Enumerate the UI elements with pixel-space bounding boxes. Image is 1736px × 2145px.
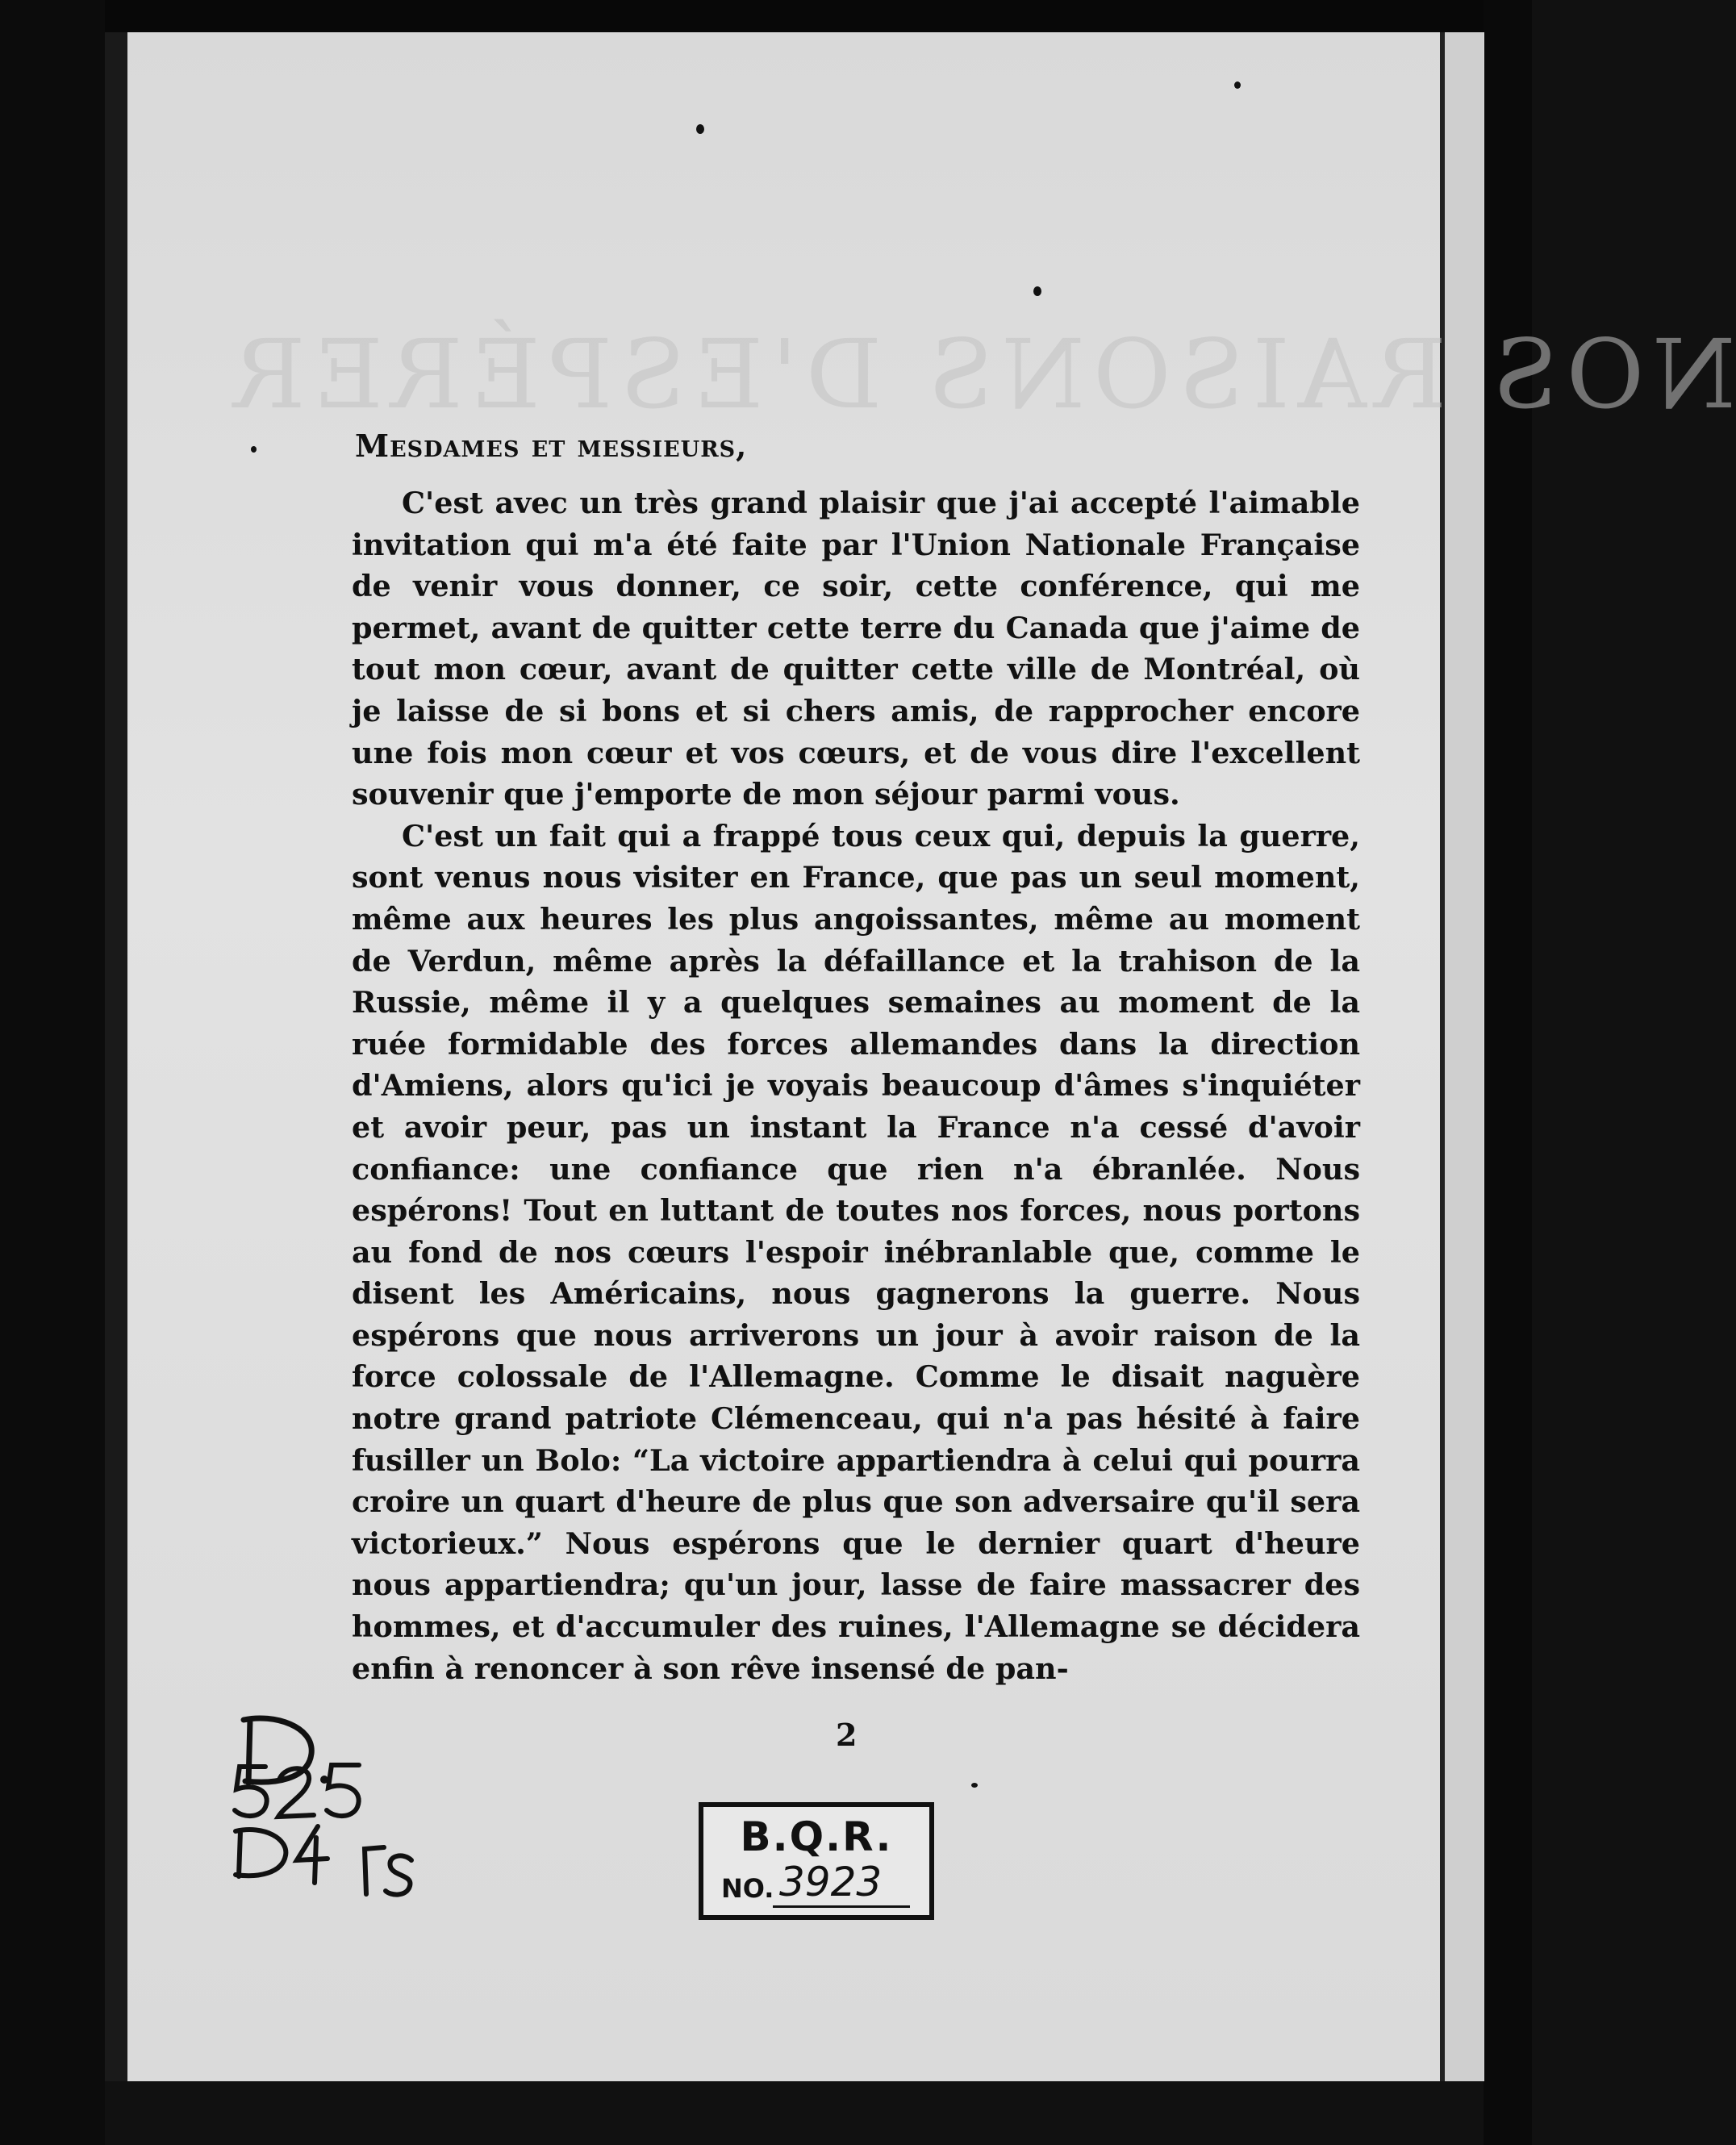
salutation-heading: Mesdames et messieurs, xyxy=(355,428,748,464)
paragraph-2: C'est un fait qui a frappé tous ceux qui, depuis la guerre, sont venus nous visiter en France, que pas un seul moment, même aux heures les plus angoissantes, même au moment de Verdun, même après la défaillance et la trahison de la Russie, même il y a quelques semaines au moment de la ruée formidable des forces allemandes dans la direction d'Amiens, alors qu'ici je voyais beaucoup d'âmes s'inquiéter et avoir peur, pas un instant la France n'a cessé d'avoir confiance: une confiance que rien n'a ébranlée. Nous espérons! Tout en luttant de toutes nos forces, nous portons au fond de nos cœurs l'espoir inébranlable que, comme le disent les Américains, nous gagnerons la guerre. Nous espérons que nous arriverons un jour à avoir raison de la force colossale de l'Allemagne. Comme le disait naguère notre grand patriote Clémenceau, qui n'a pas hésité à faire fusiller un Bolo: “La victoire appartiendra à celui qui pourra croire un quart d'heure de plus que son adversaire qu'il sera victorieux.” Nous espérons que le dernier quart d'heure nous appartiendra; qu'un jour, lasse de faire massacrer des hommes, et d'accumuler des ruines, l'Allemagne se décidera enfin à renoncer à son rêve insensé de pan- xyxy=(352,818,1360,1686)
stamp-library-code: B.Q.R. xyxy=(740,1813,893,1860)
page-number: 2 xyxy=(836,1717,858,1753)
scan-speck xyxy=(1033,286,1041,296)
paragraph-1: C'est avec un très grand plaisir que j'ai accepté l'aimable invitation qui m'a été faite par l'Union Nationale Française de venir vous donner, ce soir, cette conférence, qui me permet, avant de quitter cette terre du Canada que j'aime de tout mon cœur, avant de quitter cette ville de Montréal, où je laisse de si bons et si chers amis, de rapprocher encore une fois mon cœur et vos cœurs, et de vous dire l'excellent souvenir que j'emporte de mon séjour parmi vous. xyxy=(352,486,1360,812)
scan-speck xyxy=(971,1783,978,1788)
scan-speck xyxy=(696,124,704,134)
body-text xyxy=(352,482,1360,1689)
library-stamp xyxy=(699,1802,934,1920)
handwritten-d4 xyxy=(227,1822,332,1886)
bleed-through-title: NOS RAISONS D'ESPÉRER xyxy=(226,319,1736,430)
scan-top-border xyxy=(0,0,1532,32)
handwritten-525 xyxy=(230,1759,367,1823)
scan-speck xyxy=(251,446,257,453)
stamp-number-label: NO. xyxy=(721,1873,774,1904)
stamp-underline xyxy=(773,1905,910,1908)
handwritten-fs xyxy=(355,1838,419,1902)
stamp-number-value: 3923 xyxy=(779,1859,883,1905)
scan-speck xyxy=(1234,81,1241,89)
scan-left-border xyxy=(0,0,105,2145)
